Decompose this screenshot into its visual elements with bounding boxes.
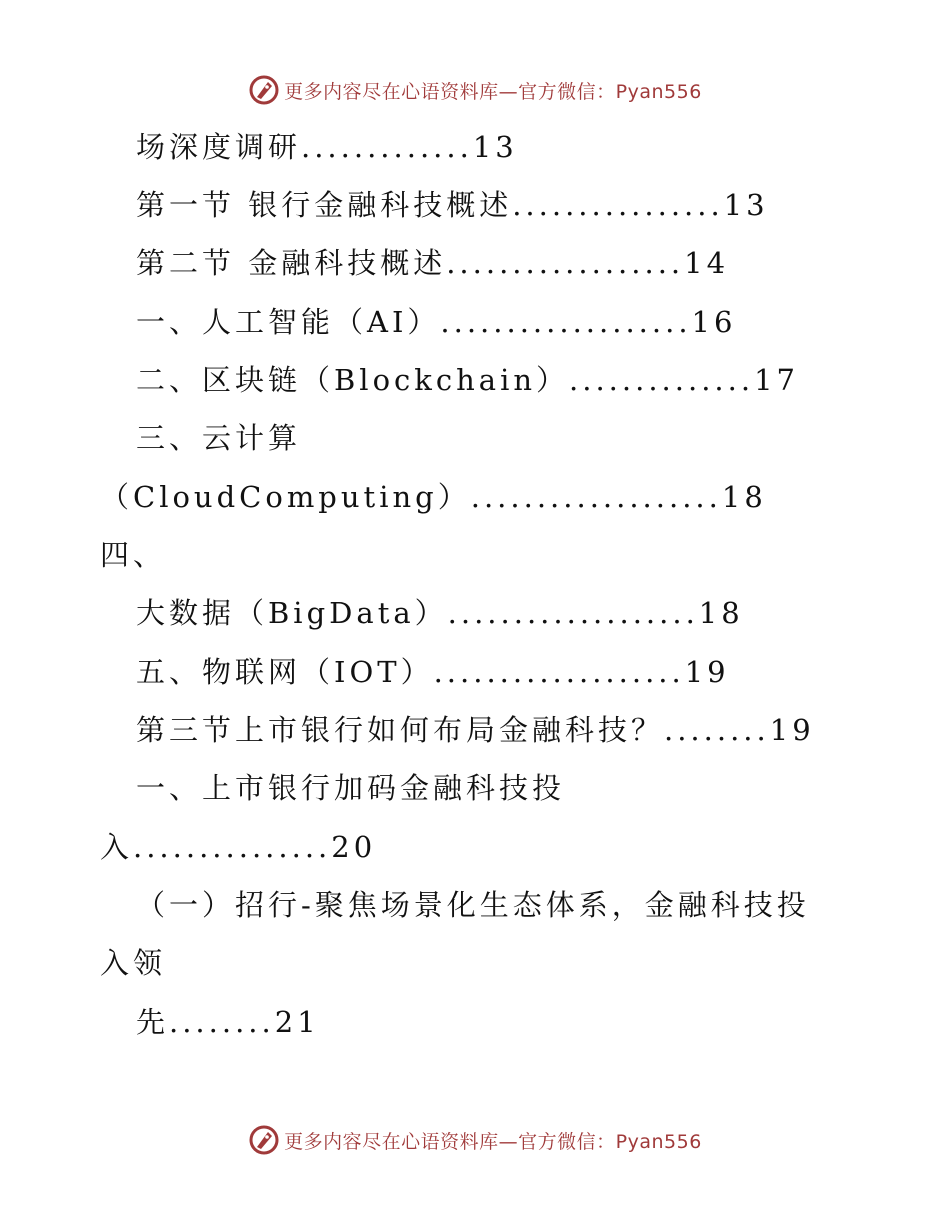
header-watermark-banner xyxy=(0,72,950,108)
toc-entry[interactable]: 一、上市银行加码金融科技投 xyxy=(136,771,566,805)
pen-nib-icon xyxy=(248,74,280,106)
toc-entry[interactable]: （CloudComputing）...................18 xyxy=(100,480,767,514)
toc-entry[interactable]: （一）招行-聚焦场景化生态体系，金融科技投 xyxy=(136,888,810,922)
toc-entry[interactable]: 场深度调研.............13 xyxy=(136,130,518,164)
header-banner-text: 更多内容尽在心语资料库—官方微信：Pyan556 xyxy=(284,80,702,103)
toc-entry[interactable]: 二、区块链（Blockchain）..............17 xyxy=(136,363,799,397)
toc-entry[interactable]: 一、人工智能（AI）...................16 xyxy=(136,305,737,339)
pen-nib-icon xyxy=(248,1124,280,1156)
toc-entry[interactable]: 三、云计算 xyxy=(136,421,302,455)
toc-entry[interactable]: 入领 xyxy=(100,946,167,980)
toc-entry[interactable]: 先........21 xyxy=(136,1005,320,1039)
toc-entry[interactable]: 第一节 银行金融科技概述................13 xyxy=(136,188,769,222)
toc-entry[interactable]: 第二节 金融科技概述..................14 xyxy=(136,246,730,280)
footer-watermark-banner xyxy=(0,1122,950,1158)
toc-entry[interactable]: 入...............20 xyxy=(100,830,377,864)
toc-entry[interactable]: 第三节上市银行如何布局金融科技？........19 xyxy=(136,713,815,747)
toc-entry[interactable]: 四、 xyxy=(100,538,167,572)
footer-banner-text: 更多内容尽在心语资料库—官方微信：Pyan556 xyxy=(284,1130,702,1153)
toc-entry[interactable]: 五、物联网（IOT）...................19 xyxy=(136,655,730,689)
toc-entry[interactable]: 大数据（BigData）...................18 xyxy=(136,596,744,630)
